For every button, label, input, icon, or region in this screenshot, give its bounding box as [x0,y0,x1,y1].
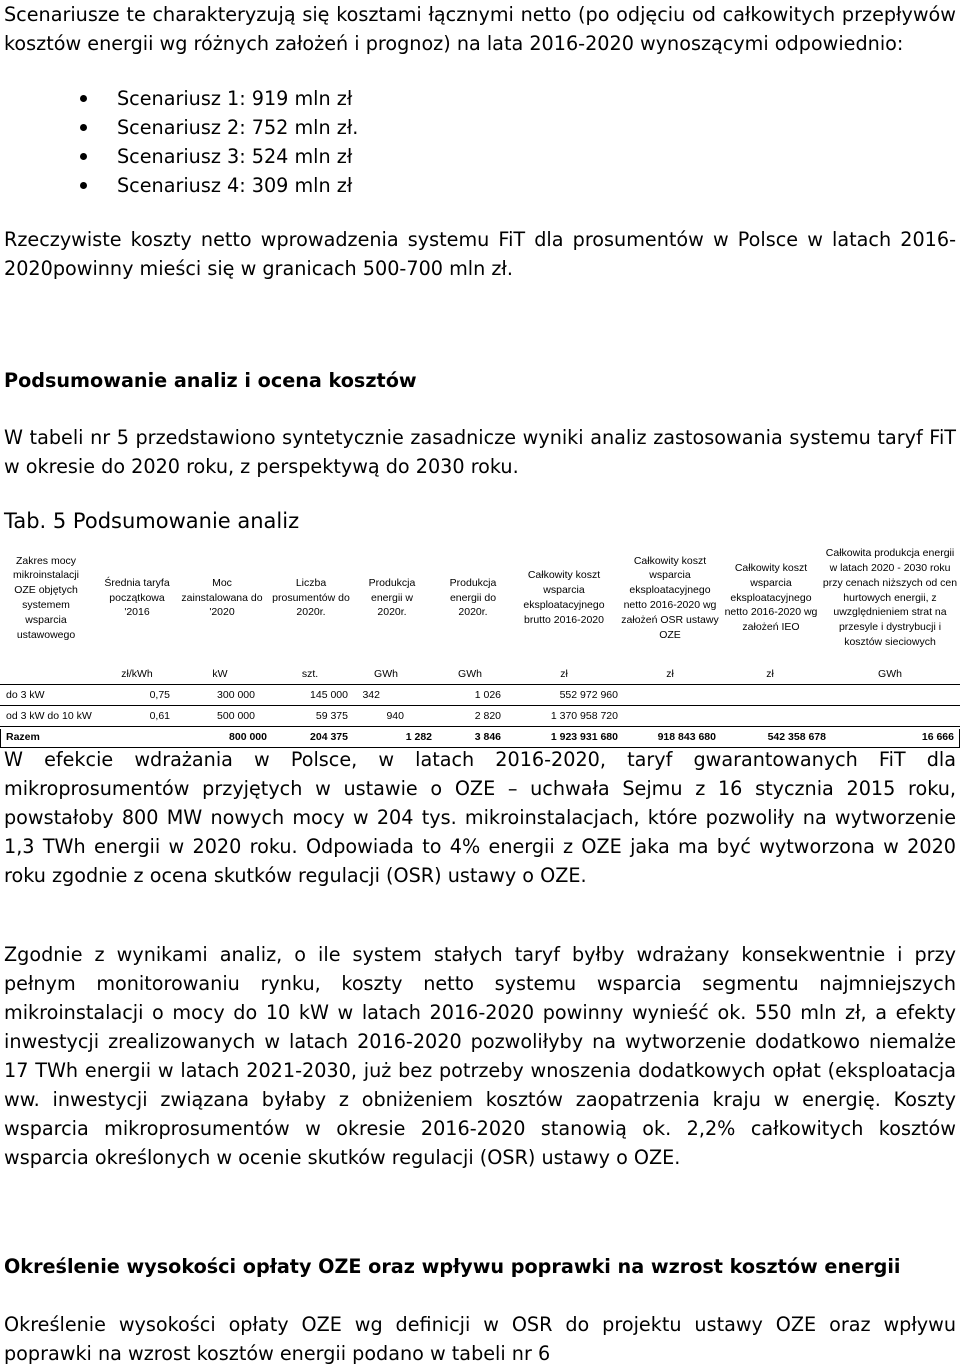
scenario-list [0,84,960,200]
column-header: Liczba prosumentów do 2020r. [272,576,350,619]
table-cell: 500 000 [217,710,255,722]
row-label: od 3 kW do 10 kW [6,710,92,722]
table-row [0,684,960,705]
table-cell: 145 000 [310,689,348,701]
bullet-icon [80,182,87,189]
scenario-item: Scenariusz 3: 524 mln zł [0,142,960,171]
table-cell: 0,75 [149,689,170,701]
table-cell: 940 [386,710,404,722]
unit-label: zł/kWh [121,668,153,680]
table-cell: 3 846 [474,731,501,743]
cell-border [0,729,1,747]
table-cell: 2 820 [474,710,501,722]
column-header: Całkowity koszt wsparcia eksploatacyjnego brutto 2016-2020 [523,569,605,626]
table-cell: 300 000 [217,689,255,701]
fee-heading: Określenie wysokości opłaty OZE oraz wpływu poprawki na wzrost kosztów energii [4,1255,901,1278]
table-cell: 552 972 960 [559,689,618,701]
unit-label: GWh [458,668,482,680]
summary-table [0,532,960,748]
table-cell: 800 000 [229,731,267,743]
units-row [0,664,960,684]
column-header: Produkcja energii do 2020r. [449,576,497,619]
column-header: Zakres mocy mikroinstalacji OZE objętych systemem wsparcia ustawowego [13,554,79,641]
table-cell: 1 026 [474,689,501,701]
table-header-row [0,532,960,664]
table-cell: 0,61 [149,710,170,722]
table-cell: 918 843 680 [657,731,716,743]
column-header: Całkowity koszt wsparcia eksploatacyjnego netto 2016-2020 wg założeń IEO [724,562,818,634]
table-cell: 1 370 958 720 [550,710,618,722]
table-cell: 1 282 [405,731,432,743]
scenario-item: Scenariusz 4: 309 mln zł [0,171,960,200]
real-costs-paragraph: Rzeczywiste koszty netto wprowadzenia systemu FiT dla prosumentów w Polsce w latach 2016-2020powinny mieści się w granicach 500-700 mln zł. [4,228,956,280]
effect-paragraph: W efekcie wdrażania w Polsce, w latach 2016-2020, taryf gwarantowanych FiT dla mikroprosumentów przyjętych w ustawie o OZE – uchwała Sejmu z 16 stycznia 2015 roku, powstałoby 800 MW nowych mocy w 204 tys. mikroinstalacjach, które pozwoliły na wytworzenie 1,3 TWh energii w 2020 roku. Odpowiada to 4% energii z OZE jaka ma być wytworzona w 2020 roku zgodnie z ocena skutków regulacji (OSR) ustawy o OZE. [4,748,956,887]
bullet-icon [80,124,87,131]
scenario-item: Scenariusz 2: 752 mln zł. [0,113,960,142]
table-cell: 1 923 931 680 [550,731,618,743]
unit-label: kW [212,668,228,680]
table-cell: 342 [362,689,380,701]
column-header: Średnia taryfa początkowa '2016 [104,576,170,619]
bullet-icon [80,153,87,160]
table-row [0,705,960,726]
table-cell: 542 358 678 [767,731,826,743]
analysis-paragraph: Zgodnie z wynikami analiz, o ile system stałych taryf byłby wdrażany konsekwentnie i przy pełnym monitorowaniu rynku, koszty netto systemu wsparcia segmentu najmniejszych mikroinstalacji o mocy do 10 kW w latach 2016-2020 powinny wynieść ok. 550 mln zł, a efekty inwestycji zrealizowanych w latach 2016-2020 pozwoliłyby na wytworzenie dodatkowo niemalże 17 TWh energii w latach 2021-2030, już bez potrzeby wnoszenia dodatkowych opłat (eksploatacja ww. inwestycji związana byłaby z obniżeniem kosztów zaopatrzenia kraju w energię. Koszty wsparcia mikroprosumentów w okresie 2016-2020 stanowią ok. 2,2% całkowitych kosztów wsparcia określonych w ocenie skutków regulacji (OSR) ustawy o OZE. [4,943,956,1169]
row-label: Razem [6,731,40,743]
bullet-icon [80,95,87,102]
intro-paragraph: Scenariusze te charakteryzują się kosztami łącznymi netto (po odjęciu od całkowitych przepływów kosztów energii wg różnych założeń i prognoz) na lata 2016-2020 wynoszącymi odpowiednio: [4,3,956,55]
unit-label: zł [666,668,674,680]
unit-label: zł [560,668,568,680]
scenario-item: Scenariusz 1: 919 mln zł [0,84,960,113]
fee-paragraph: Określenie wysokości opłaty OZE wg definicji w OSR do projektu ustawy OZE oraz wpływu poprawki na wzrost kosztów energii podano w tabeli nr 6 [4,1313,956,1365]
column-header: Całkowity koszt wsparcia eksploatacyjnego netto 2016-2020 wg założeń OSR ustawy OZE [621,554,719,641]
table-cell: 16 666 [921,731,954,743]
unit-label: GWh [374,668,398,680]
table-cell: 204 375 [310,731,348,743]
unit-label: zł [766,668,774,680]
table-cell: 59 375 [315,710,348,722]
unit-label: GWh [878,668,902,680]
column-header: Całkowita produkcja energii w latach 2020 - 2030 roku przy cenach niższych od cen hurtowych energii, z uwzględnieniem strat na przesyle i dystrybucji i kosztów sieciowych [822,547,958,648]
summary-heading: Podsumowanie analiz i ocena kosztów [4,369,417,392]
summary-paragraph: W tabeli nr 5 przedstawiono syntetycznie zasadnicze wyniki analiz zastosowania systemu taryf FiT w okresie do 2020 roku, z perspektywą do 2030 roku. [4,426,956,478]
unit-label: szt. [301,668,319,680]
table-title: Tab. 5 Podsumowanie analiz [4,509,300,533]
column-header: Produkcja energii w 2020r. [368,576,416,619]
column-header: Moc zainstalowana do '2020 [181,576,263,619]
row-label: do 3 kW [6,689,45,701]
